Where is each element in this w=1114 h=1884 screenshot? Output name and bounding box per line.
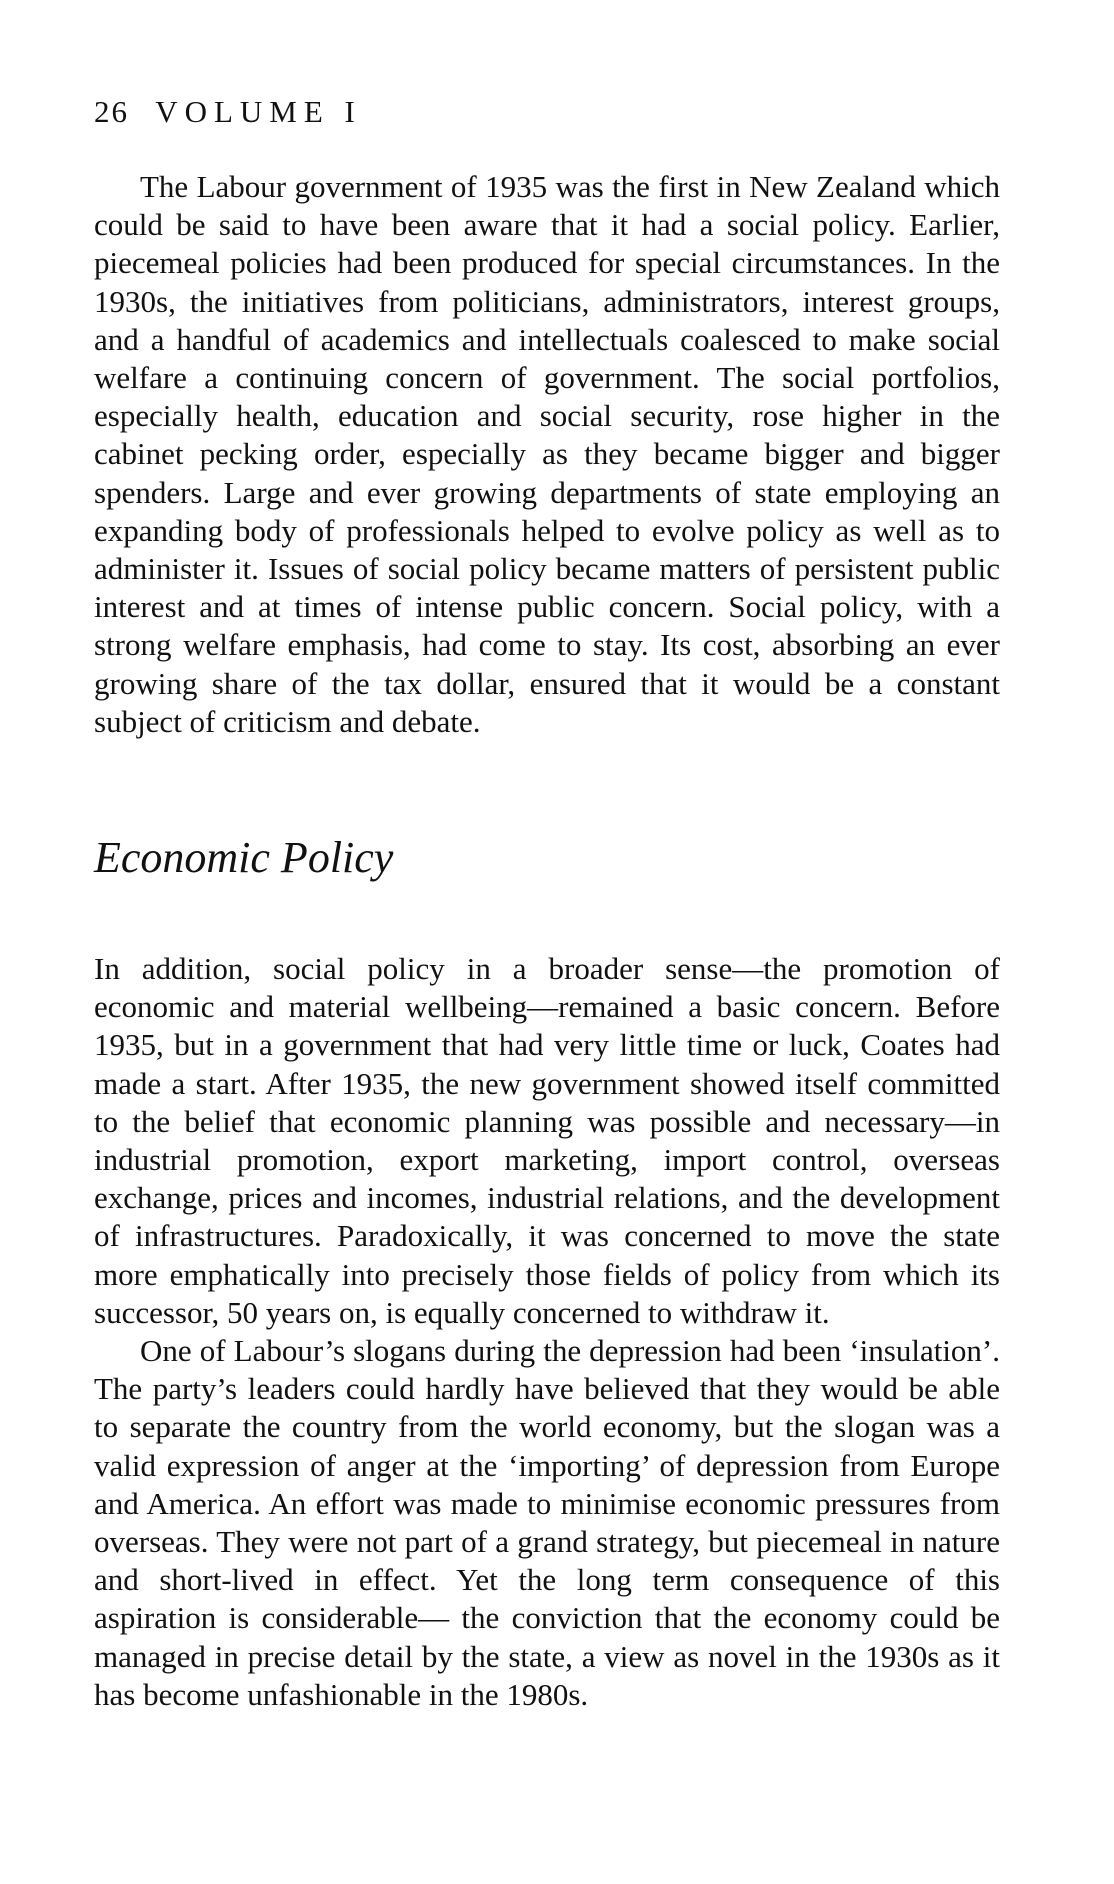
- paragraph-social-policy: The Labour government of 1935 was the first in New Zealand which could be said to have been aware that it had a social policy. Earlier, piecemeal policies had been produced for special circumstances. In the 1930s, the initiatives from politicians, administrators, interest groups, and a handful of academics and intellectuals coalesced to make social welfare a continuing concern of government. The social portfolios, especially health, education and social security, rose higher in the cabinet pecking order, especially as they became bigger and bigger spenders. Large and ever growing departments of state employing an expanding body of professionals helped to evolve policy as well as to administer it. Issues of social policy became matters of persistent public interest and at times of intense public concern. Social policy, with a strong welfare emphasis, had come to stay. Its cost, absorbing an ever growing share of the tax dollar, ensured that it would be a constant subject of criticism and debate.: [94, 169, 1000, 739]
- section-text: [94, 950, 1000, 1714]
- paragraph-insulation: One of Labour’s slogans during the depression had been ‘insulation’. The party’s leaders could hardly have believed that they would be able to separate the country from the world economy, but the slogan was a valid expression of anger at the ‘importing’ of depression from Europe and America. An effort was made to minimise economic pressures from overseas. They were not part of a grand strategy, but piecemeal in nature and short-lived in effect. Yet the long term consequence of this aspiration is considerable— the conviction that the economy could be managed in precise detail by the state, a view as novel in the 1930s as it has become unfashionable in the 1980s.: [94, 1333, 1000, 1712]
- paragraph-economic-planning: In addition, social policy in a broader sense—the promotion of economic and material wellbeing—remained a basic concern. Before 1935, but in a government that had very little time or luck, Coates had made a start. After 1935, the new government showed itself committed to the belief that economic planning was possible and necessary—in industrial promotion, export marketing, import control, overseas exchange, prices and incomes, industrial relations, and the development of infrastructures. Paradoxically, it was concerned to move the state more emphatically into precisely those fields of policy from which its successor, 50 years on, is equally concerned to withdraw it.: [94, 951, 1000, 1330]
- opening-text: [94, 168, 1000, 741]
- page-number: 26: [94, 94, 129, 129]
- volume-label: VOLUME I: [155, 94, 362, 129]
- section-heading: Economic Policy: [94, 833, 394, 882]
- running-head: [94, 92, 362, 132]
